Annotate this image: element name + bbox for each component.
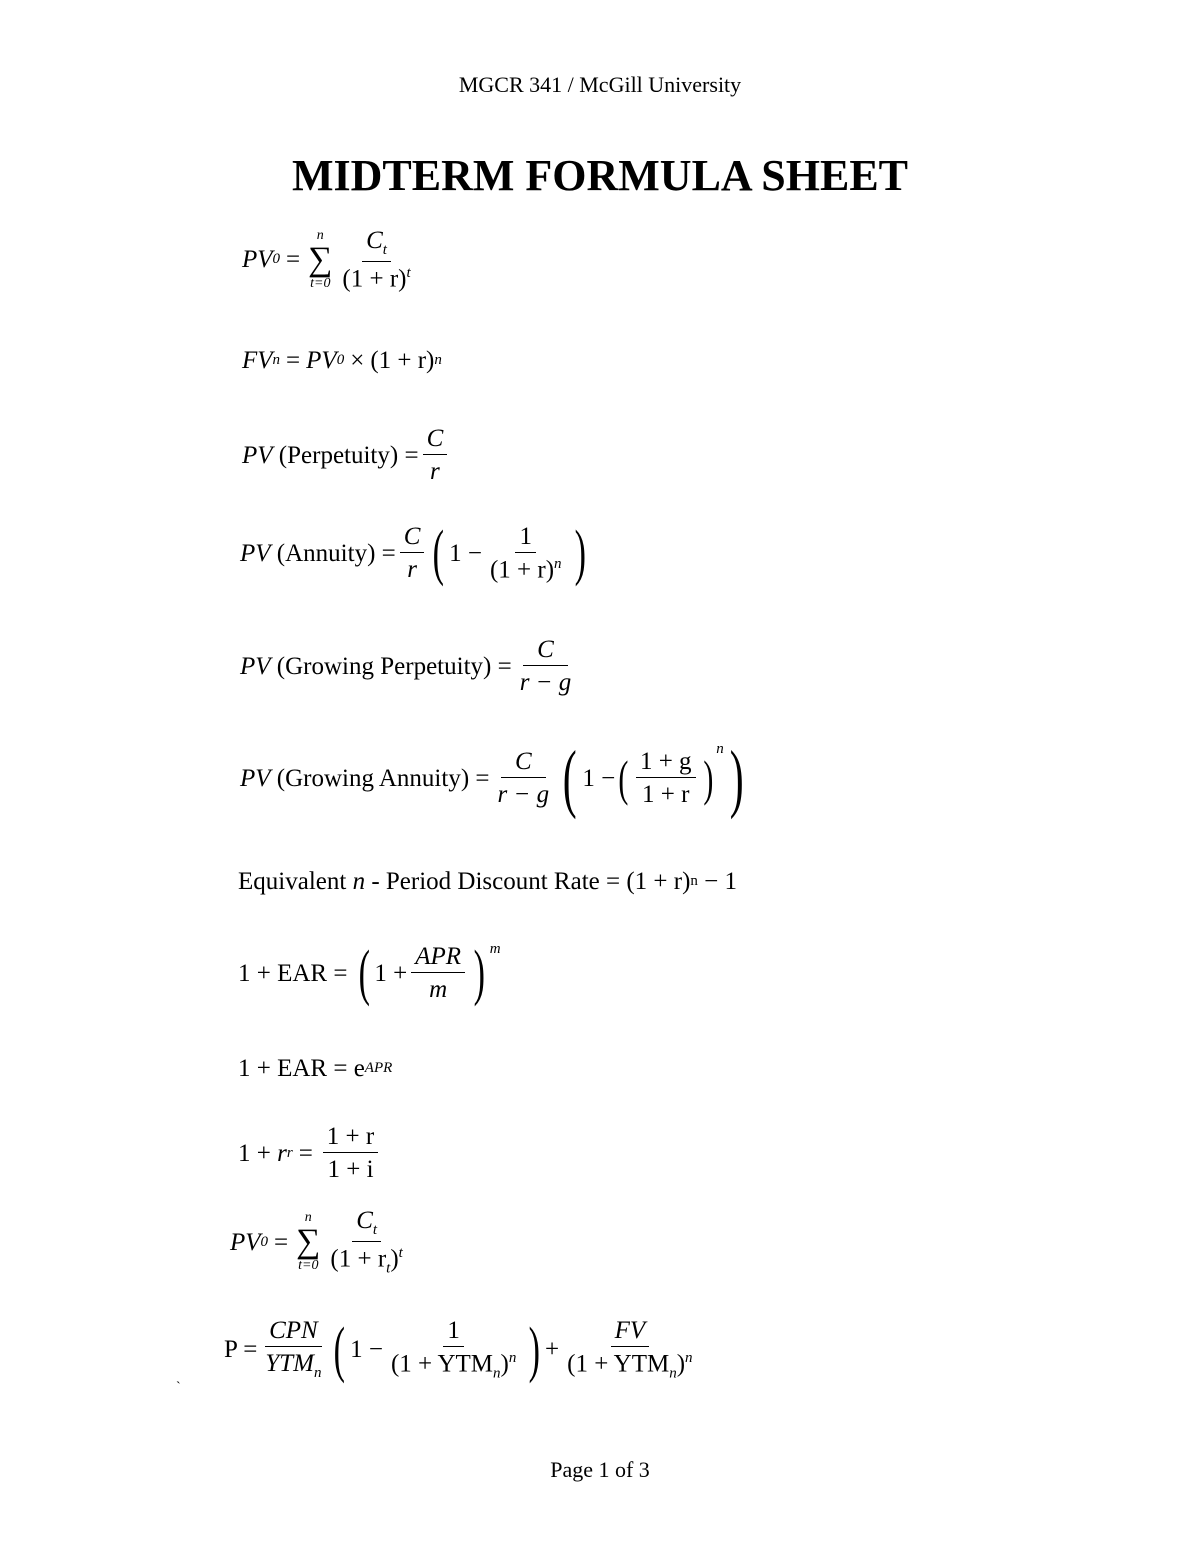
formula-growing-perpetuity: PV (Growing Perpetuity) = $\frac{C}{r - g}$ <box>240 637 579 695</box>
page-footer: Page 1 of 3 <box>550 1457 650 1482</box>
fraction: $\frac{FV}{(1 + YTM_n)^n}$ <box>567 1317 693 1382</box>
fraction: $\frac{C}{r}$ <box>400 524 425 582</box>
fraction: $\frac{C}{r}$ <box>423 426 448 484</box>
fraction: $\frac{1}{(1 + YTM_n)^n}$ <box>390 1317 517 1382</box>
formula-annuity: PV (Annuity) = $\frac{C}{r}$ ( 1 − $\frac{1}{(1 + r)^n}$ ) <box>240 519 586 587</box>
formula-real-rate: 1 + r r = $\frac{1 + r}{1 + i}$ <box>238 1124 382 1182</box>
stray-mark: ` <box>176 1380 181 1395</box>
summation: n ∑ t=0 <box>308 227 333 291</box>
fraction: $\frac{C_t}{(1 + r_t)^t}$ <box>330 1207 403 1277</box>
page-header: MGCR 341 / McGill University <box>458 72 742 97</box>
summation: n ∑ t=0 <box>296 1210 321 1274</box>
formula-growing-annuity: PV (Growing Annuity) = $\frac{C}{r - g}$ ( 1 − ( $\frac{1 + g}{1 + r}$ ) n ) <box>240 736 744 820</box>
formula-ear-continuous: 1 + EAR = e APR <box>238 1055 393 1082</box>
fraction: $\frac{1 + g}{1 + r}$ <box>636 749 696 807</box>
formula-fvn: FV n = PV 0 × (1 + r) n <box>242 347 442 374</box>
fraction: $\frac{1}{(1 + r)^n}$ <box>489 522 562 584</box>
fraction: $\frac{C}{r - g}$ <box>519 636 572 696</box>
fraction: $\frac{C}{r - g}$ <box>497 748 550 808</box>
formula-equivalent-rate: Equivalent n - Period Discount Rate = (1 + r) n − 1 <box>238 868 738 895</box>
formula-perpetuity: PV (Perpetuity) = $\frac{C}{r}$ <box>242 426 451 484</box>
formula-pv0: PV 0 = n ∑ t=0 $\frac{C_t}{(1 + r)^t}$ <box>242 228 419 291</box>
formula-pv0-term-structure: PV 0 = n ∑ t=0 $\frac{C_t}{(1 + r_t)^t}$ <box>230 1208 411 1276</box>
formula-ear-compound: 1 + EAR = ( 1 + $\frac{\text{APR}}{m}$ ) m <box>238 939 501 1007</box>
formula-bond-price: P = $\frac{\text{CPN}}{YTM_n}$ ( 1 − $\frac{1}{(1 + YTM_n)^n}$ ) + $\frac{FV}{(1 + YTM_n)^n}$ <box>224 1318 701 1381</box>
page-title: MIDTERM FORMULA SHEET <box>291 151 909 200</box>
fraction: $\frac{\text{CPN}}{YTM_n}$ <box>265 1317 322 1382</box>
fraction: $\frac{C_t}{(1 + r)^t}$ <box>342 227 411 293</box>
fraction: $\frac{\text{APR}}{m}$ <box>411 944 465 1002</box>
fraction: $\frac{1 + r}{1 + i}$ <box>323 1124 378 1182</box>
